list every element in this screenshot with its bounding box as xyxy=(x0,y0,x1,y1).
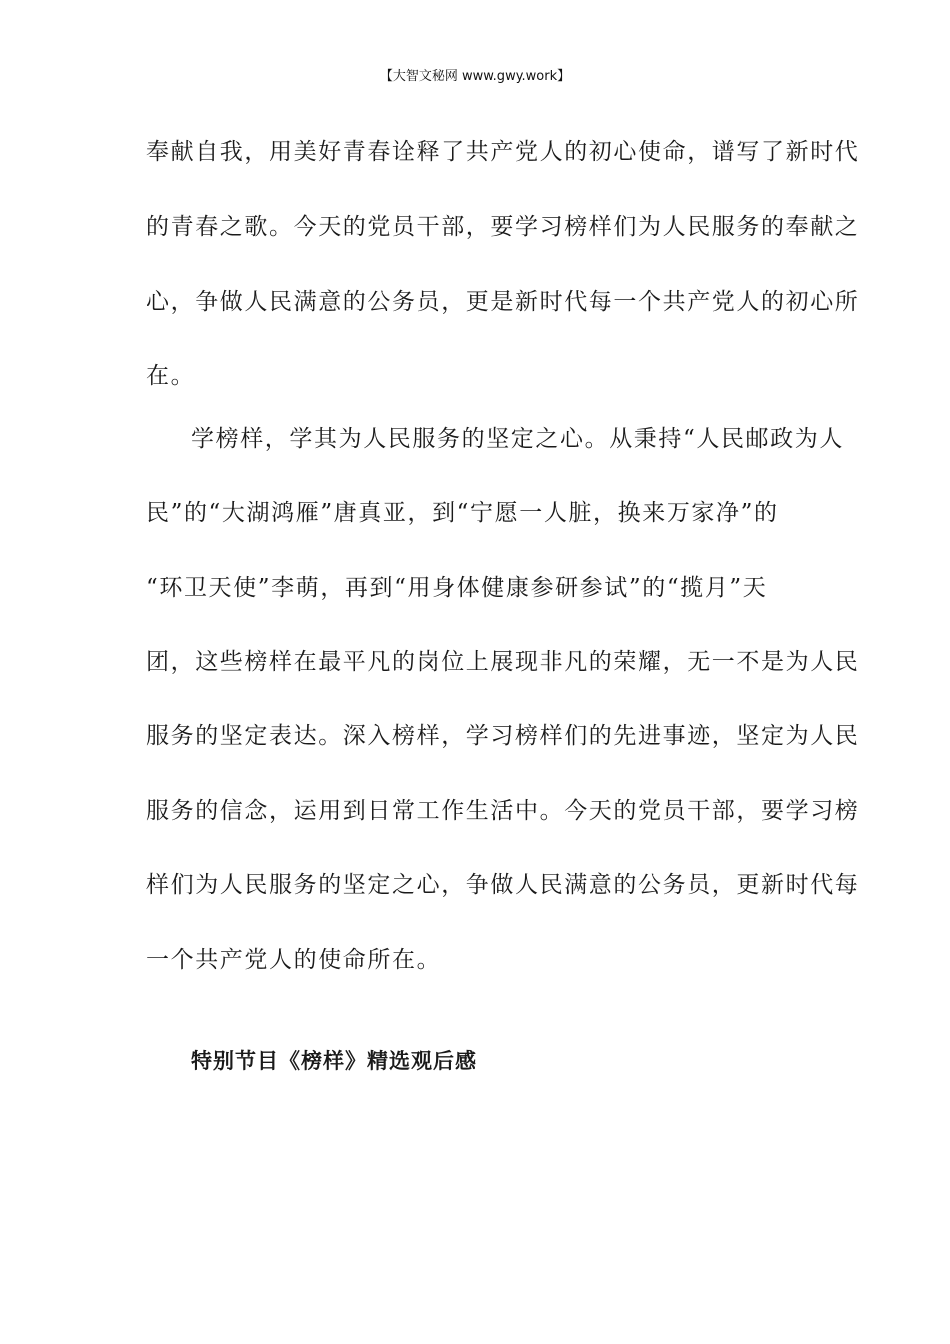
paragraph-line: 服务的坚定表达。深入榜样，学习榜样们的先进事迹，坚定为人民 xyxy=(146,723,860,749)
page-header: 【大智文秘网 www.gwy.work】 xyxy=(379,69,571,84)
paragraph-line: 的青春之歌。今天的党员干部，要学习榜样们为人民服务的奉献之 xyxy=(146,214,860,240)
paragraph-line: 样们为人民服务的坚定之心，争做人民满意的公务员，更新时代每 xyxy=(146,872,860,898)
paragraph-line: 一个共产党人的使命所在。 xyxy=(146,947,442,973)
paragraph-line: 在。 xyxy=(146,363,196,389)
paragraph-line: 团，这些榜样在最平凡的岗位上展现非凡的荣耀，无一不是为人民 xyxy=(146,649,860,675)
paragraph-line: 心，争做人民满意的公务员，更是新时代每一个共产党人的初心所 xyxy=(146,289,860,315)
paragraph-line: 民”的“大湖鸿雁”唐真亚，到“宁愿一人脏，换来万家净”的 xyxy=(146,500,779,526)
section-heading: 特别节目《榜样》精选观后感 xyxy=(191,1049,477,1073)
paragraph-line: 奉献自我，用美好青春诠释了共产党人的初心使命，谱写了新时代 xyxy=(146,139,860,165)
paragraph-line: “环卫天使”李萌，再到“用身体健康参研参试”的“揽月”天 xyxy=(146,575,768,601)
paragraph-line: 学榜样，学其为人民服务的坚定之心。从秉持“人民邮政为人 xyxy=(191,426,844,452)
paragraph-line: 服务的信念，运用到日常工作生活中。今天的党员干部，要学习榜 xyxy=(146,798,860,824)
